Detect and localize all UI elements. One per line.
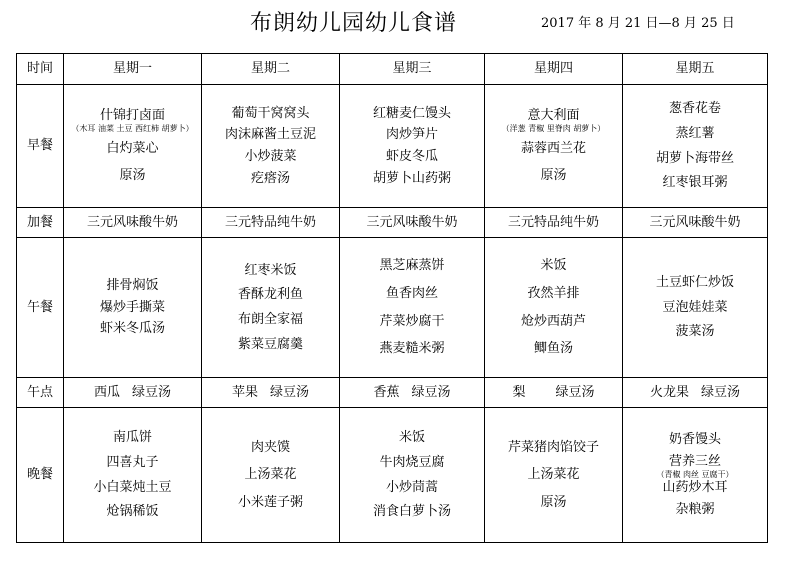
- menu-item: 胡萝卜海带丝: [655, 150, 734, 166]
- page-title: 布朗幼儿园幼儿食谱: [250, 11, 458, 36]
- afternoon-tuesday: [202, 378, 340, 408]
- menu-item: 上汤菜花: [244, 467, 297, 483]
- day-friday: 星期五: [623, 54, 768, 85]
- day-tuesday: 星期二: [202, 54, 340, 85]
- menu-item: 葱香花卷: [668, 101, 721, 117]
- menu-item: 布朗全家福: [237, 312, 303, 327]
- lunch-tuesday: [202, 238, 340, 378]
- menu-item: 孜然羊排: [527, 285, 580, 301]
- time-header: 时间: [17, 54, 64, 85]
- menu-item: 炝炒西葫芦: [520, 313, 586, 329]
- lunch-wednesday: [340, 238, 485, 378]
- breakfast-tuesday: [202, 85, 340, 208]
- soup-item: 绿豆汤: [555, 384, 595, 400]
- menu-item: 肉夹馍: [250, 439, 290, 455]
- menu-item: 土豆虾仁炒饭: [655, 275, 734, 291]
- header-row: [17, 54, 768, 85]
- lunch-friday: [623, 238, 768, 378]
- menu-item: 肉沫麻酱土豆泥: [224, 127, 316, 143]
- menu-item: 蒜蓉西兰花: [520, 140, 586, 156]
- day-monday: 星期一: [64, 54, 202, 85]
- snack-monday: 三元风味酸牛奶: [64, 208, 202, 238]
- afternoon-wednesday: [340, 378, 485, 408]
- menu-item: 香酥龙利鱼: [237, 287, 303, 303]
- dinner-wednesday: [340, 408, 485, 543]
- menu-item: 小米莲子粥: [237, 494, 303, 510]
- menu-item: 原汤: [119, 168, 146, 184]
- menu-item: 葡萄干窝窝头: [231, 105, 310, 121]
- day-thursday: 星期四: [485, 54, 623, 85]
- dinner-monday: [64, 408, 202, 543]
- breakfast-thursday: [485, 85, 623, 208]
- menu-item: 上汤菜花: [527, 467, 580, 483]
- afternoon-row: [17, 378, 768, 408]
- menu-item: 山药炒木耳: [662, 480, 728, 496]
- snack-label: 加餐: [17, 208, 64, 238]
- ingredient-note: （洋葱 青椒 里脊肉 胡萝卜）: [501, 123, 606, 133]
- menu-item: 红枣米饭: [244, 262, 297, 278]
- breakfast-row: [17, 85, 768, 208]
- day-wednesday: 星期三: [340, 54, 485, 85]
- menu-item: 意大利面: [527, 108, 580, 124]
- menu-item: 爆炒手撕菜: [99, 299, 165, 315]
- fruit-item: 火龙果: [649, 384, 689, 400]
- dinner-tuesday: [202, 408, 340, 543]
- menu-item: 虾皮冬瓜: [385, 149, 438, 164]
- menu-item: 小炒茼蒿: [385, 479, 438, 495]
- breakfast-friday: [623, 85, 768, 208]
- snack-row: [17, 208, 768, 238]
- breakfast-label: 早餐: [17, 85, 64, 208]
- menu-item: 豆泡娃娃菜: [662, 299, 728, 315]
- menu-item: 胡萝卜山药粥: [372, 170, 451, 186]
- menu-item: 芹菜猪肉馅饺子: [507, 439, 599, 455]
- menu-item: 燕麦糙米粥: [379, 341, 445, 357]
- dinner-friday: [623, 408, 768, 543]
- menu-item: 四喜丸子: [106, 454, 159, 470]
- menu-item: 营养三丝: [668, 454, 721, 469]
- date-range: 2017 年 8 月 21 日—8 月 25 日: [541, 16, 735, 31]
- menu-item: 炝锅稀饭: [106, 504, 159, 520]
- breakfast-wednesday: [340, 85, 485, 208]
- snack-tuesday: 三元特品纯牛奶: [202, 208, 340, 238]
- dinner-thursday: [485, 408, 623, 543]
- lunch-monday: [64, 238, 202, 378]
- fruit-item: 香蕉: [373, 384, 400, 400]
- snack-wednesday: 三元风味酸牛奶: [340, 208, 485, 238]
- menu-item: 什锦打卤面: [99, 108, 165, 124]
- fruit-item: 西瓜: [93, 384, 120, 400]
- menu-table: [16, 53, 768, 543]
- menu-item: 蒸红薯: [675, 125, 715, 141]
- menu-item: 紫菜豆腐羹: [237, 336, 303, 352]
- snack-friday: 三元风味酸牛奶: [623, 208, 768, 238]
- menu-item: 消食白萝卜汤: [372, 504, 451, 520]
- afternoon-friday: [623, 378, 768, 408]
- dinner-row: [17, 408, 768, 543]
- soup-item: 绿豆汤: [411, 384, 451, 400]
- menu-item: 排骨焖饭: [106, 278, 159, 294]
- menu-item: 杂粮粥: [675, 501, 715, 517]
- dinner-label: 晚餐: [17, 408, 64, 543]
- menu-item: 芹菜炒腐干: [379, 313, 445, 329]
- menu-item: 米饭: [398, 430, 425, 446]
- menu-item: 肉炒笋片: [385, 127, 438, 143]
- ingredient-note: （木耳 油菜 土豆 西红柿 胡萝卜）: [71, 123, 194, 133]
- menu-item: 鱼香肉丝: [385, 285, 438, 301]
- menu-item: 小炒菠菜: [244, 149, 297, 164]
- lunch-row: [17, 238, 768, 378]
- menu-item: 鲫鱼汤: [533, 341, 573, 357]
- lunch-thursday: [485, 238, 623, 378]
- afternoon-monday: [64, 378, 202, 408]
- afternoon-thursday: [485, 378, 623, 408]
- menu-item: 米饭: [540, 258, 567, 274]
- fruit-item: 苹果: [231, 384, 258, 400]
- soup-item: 绿豆汤: [270, 384, 310, 400]
- fruit-item: 梨: [512, 384, 526, 400]
- menu-item: 黑芝麻蒸饼: [379, 258, 445, 274]
- menu-item: 牛肉烧豆腐: [379, 454, 445, 470]
- menu-item: 原汤: [540, 168, 567, 184]
- menu-item: 菠菜汤: [675, 324, 715, 340]
- menu-item: 疙瘩汤: [250, 170, 290, 186]
- soup-item: 绿豆汤: [132, 384, 172, 400]
- menu-item: 南瓜饼: [112, 430, 152, 446]
- menu-item: 奶香馒头: [668, 432, 721, 448]
- menu-item: 白灼菜心: [106, 140, 159, 156]
- afternoon-label: 午点: [17, 378, 64, 408]
- menu-item: 红枣银耳粥: [662, 175, 728, 191]
- menu-item: 小白菜炖土豆: [93, 479, 172, 495]
- soup-item: 绿豆汤: [701, 384, 741, 400]
- ingredient-note: （青椒 肉丝 豆腐干）: [656, 469, 734, 479]
- lunch-label: 午餐: [17, 238, 64, 378]
- menu-item: 原汤: [540, 494, 567, 510]
- breakfast-monday: [64, 85, 202, 208]
- snack-thursday: 三元特品纯牛奶: [485, 208, 623, 238]
- menu-item: 虾米冬瓜汤: [99, 321, 165, 337]
- menu-item: 红糖麦仁馒头: [372, 105, 451, 121]
